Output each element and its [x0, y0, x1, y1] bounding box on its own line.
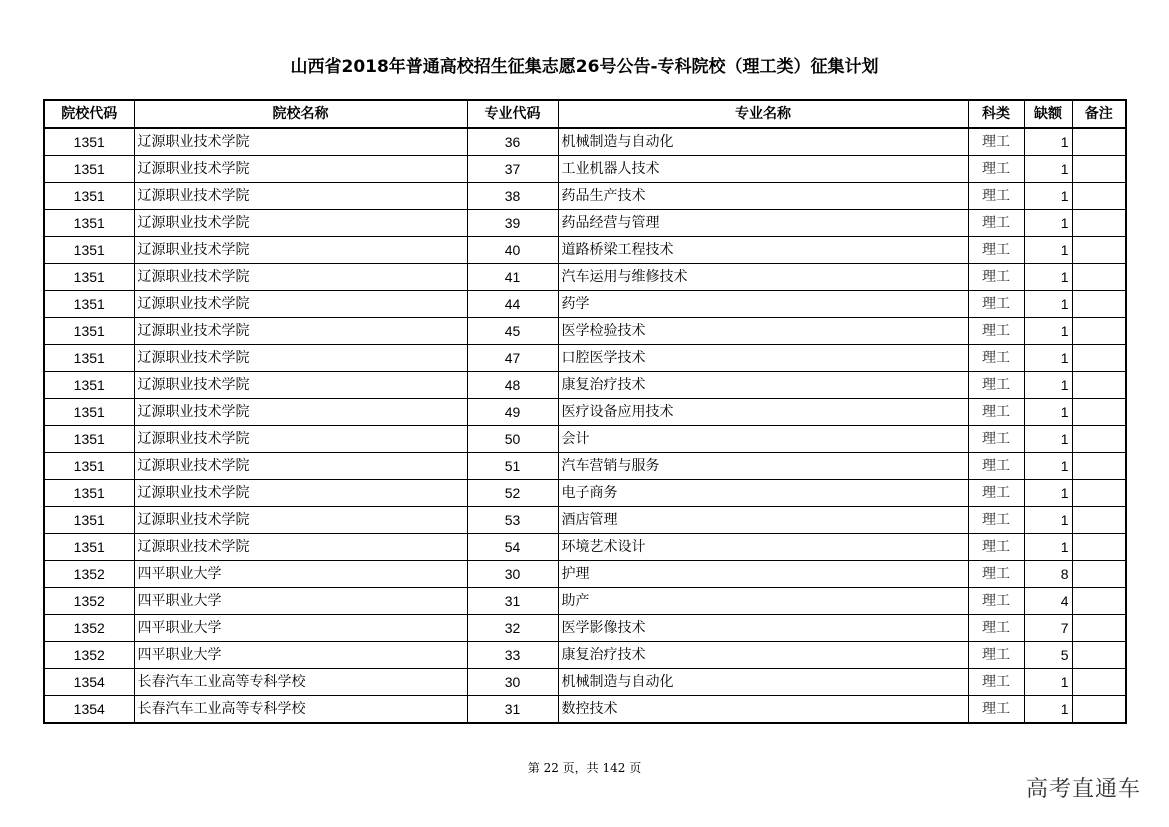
cell-school-code: 1351: [44, 237, 134, 264]
table-row: [44, 318, 1126, 345]
cell-school-name: 四平职业大学: [134, 561, 467, 588]
cell-category: 理工: [968, 128, 1024, 156]
cell-remarks: [1072, 507, 1126, 534]
cell-vacancy: 1: [1024, 480, 1072, 507]
cell-school-name: 辽源职业技术学院: [134, 237, 467, 264]
cell-major-name: 工业机器人技术: [558, 156, 968, 183]
cell-school-code: 1351: [44, 345, 134, 372]
cell-remarks: [1072, 237, 1126, 264]
table-row: [44, 507, 1126, 534]
cell-major-name: 药学: [558, 291, 968, 318]
page-title: 山西省2018年普通高校招生征集志愿26号公告-专科院校（理工类）征集计划: [290, 57, 879, 77]
cell-major-code: 40: [467, 237, 558, 264]
table-row: [44, 615, 1126, 642]
cell-vacancy: 1: [1024, 426, 1072, 453]
cell-school-name: 四平职业大学: [134, 642, 467, 669]
cell-school-name: 辽源职业技术学院: [134, 534, 467, 561]
table-body: [44, 128, 1126, 723]
cell-school-name: 辽源职业技术学院: [134, 156, 467, 183]
cell-remarks: [1072, 372, 1126, 399]
cell-major-name: 机械制造与自动化: [558, 128, 968, 156]
cell-school-code: 1351: [44, 183, 134, 210]
cell-major-name: 医疗设备应用技术: [558, 399, 968, 426]
cell-school-code: 1354: [44, 669, 134, 696]
cell-major-code: 31: [467, 588, 558, 615]
cell-vacancy: 1: [1024, 237, 1072, 264]
cell-school-code: 1351: [44, 210, 134, 237]
cell-category: 理工: [968, 183, 1024, 210]
table-row: [44, 696, 1126, 724]
cell-vacancy: 4: [1024, 588, 1072, 615]
cell-major-code: 30: [467, 561, 558, 588]
cell-category: 理工: [968, 615, 1024, 642]
cell-major-name: 数控技术: [558, 696, 968, 724]
table-row: [44, 480, 1126, 507]
cell-school-code: 1351: [44, 426, 134, 453]
cell-major-name: 汽车运用与维修技术: [558, 264, 968, 291]
cell-remarks: [1072, 128, 1126, 156]
cell-school-name: 辽源职业技术学院: [134, 372, 467, 399]
enrollment-plan-table: [43, 99, 1127, 724]
cell-school-name: 辽源职业技术学院: [134, 507, 467, 534]
cell-major-name: 药品生产技术: [558, 183, 968, 210]
cell-school-code: 1351: [44, 453, 134, 480]
cell-major-code: 54: [467, 534, 558, 561]
cell-major-name: 药品经营与管理: [558, 210, 968, 237]
cell-major-code: 30: [467, 669, 558, 696]
cell-major-name: 医学检验技术: [558, 318, 968, 345]
cell-category: 理工: [968, 696, 1024, 724]
cell-category: 理工: [968, 453, 1024, 480]
cell-category: 理工: [968, 291, 1024, 318]
cell-category: 理工: [968, 480, 1024, 507]
cell-vacancy: 1: [1024, 507, 1072, 534]
cell-school-name: 辽源职业技术学院: [134, 264, 467, 291]
table-row: [44, 642, 1126, 669]
cell-major-code: 44: [467, 291, 558, 318]
cell-remarks: [1072, 264, 1126, 291]
cell-school-code: 1352: [44, 615, 134, 642]
cell-remarks: [1072, 426, 1126, 453]
cell-school-code: 1351: [44, 399, 134, 426]
cell-category: 理工: [968, 669, 1024, 696]
page-number: 第 22 页，共 142 页: [527, 761, 642, 775]
cell-remarks: [1072, 291, 1126, 318]
cell-category: 理工: [968, 372, 1024, 399]
cell-school-name: 长春汽车工业高等专科学校: [134, 669, 467, 696]
cell-school-code: 1351: [44, 128, 134, 156]
cell-school-code: 1352: [44, 561, 134, 588]
cell-remarks: [1072, 615, 1126, 642]
cell-category: 理工: [968, 507, 1024, 534]
cell-major-code: 36: [467, 128, 558, 156]
cell-category: 理工: [968, 642, 1024, 669]
header-remarks: 备注: [1072, 100, 1126, 128]
header-major-code: 专业代码: [467, 100, 558, 128]
cell-school-name: 辽源职业技术学院: [134, 480, 467, 507]
cell-major-name: 机械制造与自动化: [558, 669, 968, 696]
cell-vacancy: 1: [1024, 318, 1072, 345]
header-category: 科类: [968, 100, 1024, 128]
cell-major-code: 32: [467, 615, 558, 642]
cell-category: 理工: [968, 318, 1024, 345]
cell-school-code: 1351: [44, 507, 134, 534]
cell-major-code: 38: [467, 183, 558, 210]
cell-major-name: 汽车营销与服务: [558, 453, 968, 480]
cell-school-name: 四平职业大学: [134, 615, 467, 642]
table-row: [44, 128, 1126, 156]
cell-remarks: [1072, 399, 1126, 426]
cell-school-code: 1351: [44, 291, 134, 318]
cell-major-name: 康复治疗技术: [558, 372, 968, 399]
cell-vacancy: 1: [1024, 183, 1072, 210]
table-row: [44, 291, 1126, 318]
cell-vacancy: 1: [1024, 453, 1072, 480]
cell-remarks: [1072, 534, 1126, 561]
cell-major-code: 41: [467, 264, 558, 291]
cell-category: 理工: [968, 156, 1024, 183]
cell-category: 理工: [968, 426, 1024, 453]
cell-remarks: [1072, 642, 1126, 669]
cell-vacancy: 1: [1024, 696, 1072, 724]
cell-major-name: 电子商务: [558, 480, 968, 507]
cell-school-code: 1351: [44, 264, 134, 291]
cell-vacancy: 1: [1024, 345, 1072, 372]
cell-major-code: 49: [467, 399, 558, 426]
cell-major-code: 39: [467, 210, 558, 237]
table-row: [44, 345, 1126, 372]
cell-school-name: 辽源职业技术学院: [134, 345, 467, 372]
cell-school-code: 1351: [44, 156, 134, 183]
header-school-name: 院校名称: [134, 100, 467, 128]
cell-school-name: 长春汽车工业高等专科学校: [134, 696, 467, 724]
cell-vacancy: 1: [1024, 210, 1072, 237]
table-row: [44, 588, 1126, 615]
cell-vacancy: 1: [1024, 156, 1072, 183]
cell-major-name: 护理: [558, 561, 968, 588]
cell-vacancy: 1: [1024, 669, 1072, 696]
cell-major-code: 47: [467, 345, 558, 372]
table-row: [44, 372, 1126, 399]
cell-remarks: [1072, 210, 1126, 237]
cell-school-name: 辽源职业技术学院: [134, 183, 467, 210]
cell-major-name: 康复治疗技术: [558, 642, 968, 669]
cell-remarks: [1072, 696, 1126, 724]
cell-major-code: 33: [467, 642, 558, 669]
table-row: [44, 561, 1126, 588]
cell-vacancy: 1: [1024, 264, 1072, 291]
cell-major-name: 道路桥梁工程技术: [558, 237, 968, 264]
table-row: [44, 534, 1126, 561]
cell-school-code: 1354: [44, 696, 134, 724]
table-row: [44, 156, 1126, 183]
cell-school-name: 辽源职业技术学院: [134, 210, 467, 237]
cell-school-code: 1351: [44, 534, 134, 561]
cell-vacancy: 7: [1024, 615, 1072, 642]
cell-vacancy: 1: [1024, 399, 1072, 426]
cell-category: 理工: [968, 399, 1024, 426]
cell-vacancy: 5: [1024, 642, 1072, 669]
cell-major-name: 口腔医学技术: [558, 345, 968, 372]
cell-school-name: 辽源职业技术学院: [134, 426, 467, 453]
cell-category: 理工: [968, 210, 1024, 237]
cell-category: 理工: [968, 534, 1024, 561]
cell-school-code: 1352: [44, 588, 134, 615]
cell-remarks: [1072, 318, 1126, 345]
cell-remarks: [1072, 453, 1126, 480]
table-row: [44, 426, 1126, 453]
cell-major-code: 51: [467, 453, 558, 480]
cell-major-name: 会计: [558, 426, 968, 453]
cell-school-name: 辽源职业技术学院: [134, 399, 467, 426]
table-row: [44, 264, 1126, 291]
cell-category: 理工: [968, 588, 1024, 615]
table-row: [44, 453, 1126, 480]
cell-major-code: 52: [467, 480, 558, 507]
cell-vacancy: 1: [1024, 534, 1072, 561]
table-row: [44, 183, 1126, 210]
cell-remarks: [1072, 669, 1126, 696]
table-row: [44, 237, 1126, 264]
cell-major-code: 48: [467, 372, 558, 399]
table-header-row: [44, 100, 1126, 128]
cell-remarks: [1072, 561, 1126, 588]
cell-remarks: [1072, 588, 1126, 615]
cell-major-code: 50: [467, 426, 558, 453]
header-vacancy: 缺额: [1024, 100, 1072, 128]
cell-major-name: 助产: [558, 588, 968, 615]
cell-school-name: 辽源职业技术学院: [134, 291, 467, 318]
cell-major-name: 酒店管理: [558, 507, 968, 534]
cell-major-code: 53: [467, 507, 558, 534]
cell-vacancy: 1: [1024, 128, 1072, 156]
table-row: [44, 399, 1126, 426]
cell-vacancy: 1: [1024, 372, 1072, 399]
watermark: 高考直通车: [1025, 777, 1141, 802]
cell-school-code: 1351: [44, 318, 134, 345]
cell-school-code: 1352: [44, 642, 134, 669]
header-major-name: 专业名称: [558, 100, 968, 128]
cell-vacancy: 1: [1024, 291, 1072, 318]
cell-major-code: 31: [467, 696, 558, 724]
cell-category: 理工: [968, 264, 1024, 291]
cell-remarks: [1072, 156, 1126, 183]
cell-school-name: 辽源职业技术学院: [134, 128, 467, 156]
cell-category: 理工: [968, 561, 1024, 588]
cell-school-code: 1351: [44, 480, 134, 507]
cell-school-code: 1351: [44, 372, 134, 399]
cell-remarks: [1072, 480, 1126, 507]
table-row: [44, 669, 1126, 696]
cell-major-code: 37: [467, 156, 558, 183]
cell-school-name: 辽源职业技术学院: [134, 453, 467, 480]
cell-vacancy: 8: [1024, 561, 1072, 588]
cell-category: 理工: [968, 345, 1024, 372]
cell-major-name: 医学影像技术: [558, 615, 968, 642]
cell-major-code: 45: [467, 318, 558, 345]
cell-major-name: 环境艺术设计: [558, 534, 968, 561]
cell-school-name: 四平职业大学: [134, 588, 467, 615]
cell-school-name: 辽源职业技术学院: [134, 318, 467, 345]
table-row: [44, 210, 1126, 237]
cell-remarks: [1072, 183, 1126, 210]
header-school-code: 院校代码: [44, 100, 134, 128]
cell-category: 理工: [968, 237, 1024, 264]
cell-remarks: [1072, 345, 1126, 372]
